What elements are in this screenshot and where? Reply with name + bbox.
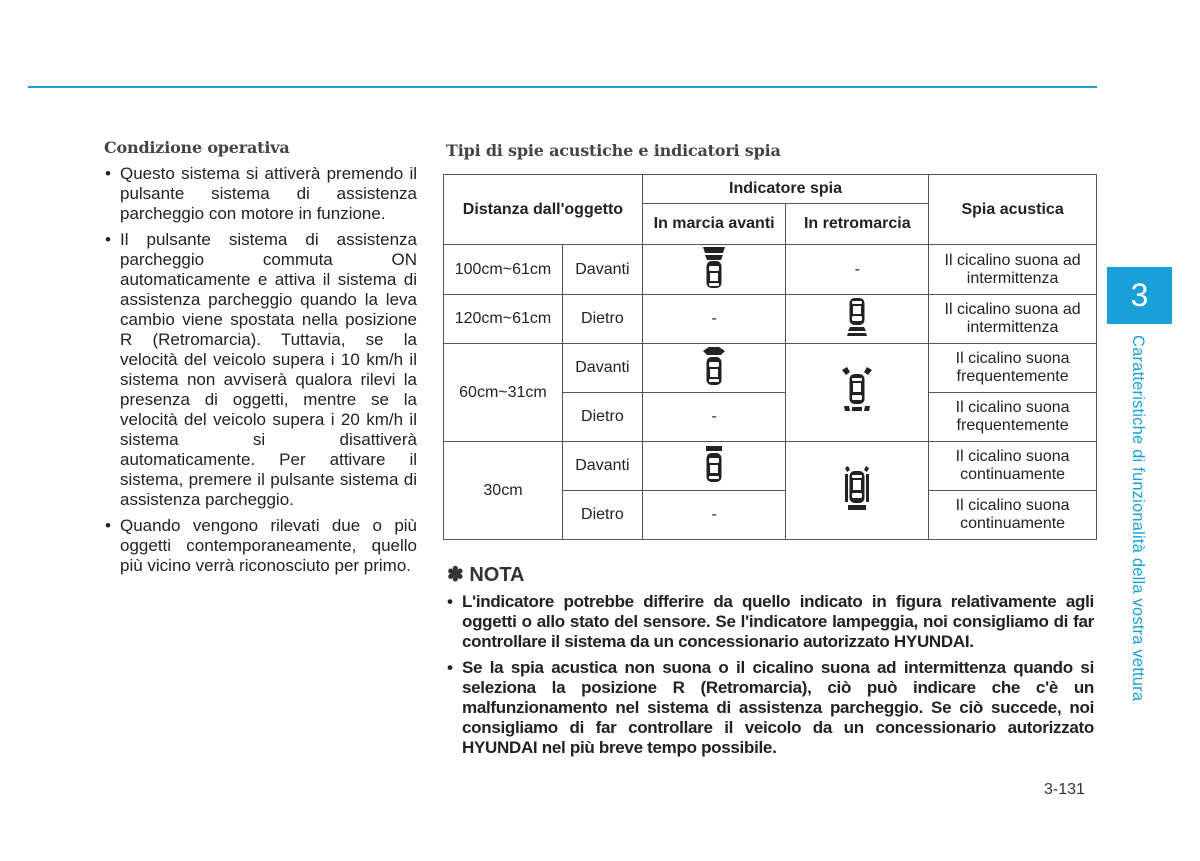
- forward-cell: -: [642, 393, 786, 442]
- header-indicator: Indicatore spia: [642, 175, 928, 204]
- chapter-title-vertical: [1128, 335, 1150, 715]
- forward-cell: [642, 245, 786, 295]
- warning-table: [443, 174, 1097, 540]
- header-reverse: In retromarcia: [786, 204, 929, 245]
- forward-cell: -: [642, 491, 786, 540]
- chapter-tab: 3: [1107, 267, 1172, 324]
- side-cell: Dietro: [562, 491, 642, 540]
- table-row: [444, 295, 1097, 344]
- reverse-cell: [786, 295, 929, 344]
- bullet-list: [104, 164, 417, 576]
- reverse-cell: [786, 344, 929, 442]
- car-front-close-icon: [702, 445, 726, 488]
- note-list: [446, 592, 1094, 764]
- sound-cell: Il cicalino suona ad intermittenza: [929, 245, 1097, 295]
- sound-cell: Il cicalino suona frequentemente: [929, 393, 1097, 442]
- forward-cell: -: [642, 295, 786, 344]
- chapter-title: Caratteristiche di funzionalità della vostra vettura: [1129, 335, 1147, 702]
- bullet-item: • Il pulsante sistema di assistenza parcheggio commuta ON automaticamente e attiva il sistema di assistenza parcheggio quando la leva cambio viene spostata nella posizione R (Retromarcia). Tuttavia, se la velocità del veicolo supera i 10 km/h il sistema non avviserà qualora rilevi la presenza di oggetti, mentre se la velocità del veicolo supera i 20 km/h il sistema si disattiverà automaticamente. Per attivare il sistema, premere il pulsante sistema di assistenza parcheggio.: [104, 230, 417, 510]
- table-row: [444, 245, 1097, 295]
- header-rule: [28, 86, 1097, 88]
- side-cell: Dietro: [562, 295, 642, 344]
- car-rear-sensor-icon: [845, 297, 869, 342]
- bullet-item: • Questo sistema si attiverà premendo il pulsante sistema di assistenza parcheggio con motore in funzione.: [104, 164, 417, 224]
- header-forward: In marcia avanti: [642, 204, 786, 245]
- table-row: [444, 442, 1097, 491]
- distance-cell: 60cm~31cm: [444, 344, 563, 442]
- table-row: [444, 344, 1097, 393]
- note-item: • L'indicatore potrebbe differire da quello indicato in figura relativamente agli oggetti o allo stato del sensore. Se l'indicatore lampeggia, noi consigliamo di far controllare il sistema da un concessionario autorizzato HYUNDAI.: [446, 592, 1094, 652]
- forward-cell: [642, 442, 786, 491]
- side-cell: Davanti: [562, 442, 642, 491]
- operating-condition-section: [104, 138, 417, 582]
- header-sound: Spia acustica: [929, 175, 1097, 245]
- distance-cell: 120cm~61cm: [444, 295, 563, 344]
- page-number: 3-131: [1044, 781, 1085, 798]
- reverse-cell: [786, 442, 929, 540]
- car-front-near-icon: [701, 346, 727, 391]
- header-distance: Distanza dall'oggetto: [444, 175, 643, 245]
- car-all-sides-near-icon: [840, 366, 874, 419]
- side-cell: Davanti: [562, 344, 642, 393]
- distance-cell: 100cm~61cm: [444, 245, 563, 295]
- sound-cell: Il cicalino suona frequentemente: [929, 344, 1097, 393]
- section-heading: Condizione operativa: [104, 138, 290, 157]
- sound-cell: Il cicalino suona ad intermittenza: [929, 295, 1097, 344]
- car-front-sensor-icon: [702, 245, 726, 294]
- forward-cell: [642, 344, 786, 393]
- reverse-cell: -: [786, 245, 929, 295]
- sound-cell: Il cicalino suona continuamente: [929, 442, 1097, 491]
- side-cell: Dietro: [562, 393, 642, 442]
- note-item: • Se la spia acustica non suona o il cicalino suona ad intermittenza quando si seleziona la posizione R (Retromarcia), ciò può indicare che c'è un malfunzionamento nel sistema di assistenza parcheggio. Se ciò succede, noi consigliamo di far controllare il veicolo da un concessionario autorizzato HYUNDAI nel più breve tempo possibile.: [446, 658, 1094, 758]
- sound-cell: Il cicalino suona continuamente: [929, 491, 1097, 540]
- table-title: Tipi di spie acustiche e indicatori spia: [446, 141, 781, 160]
- distance-cell: 30cm: [444, 442, 563, 540]
- bullet-item: • Quando vengono rilevati due o più oggetti contemporaneamente, quello più vicino verrà riconosciuto per primo.: [104, 516, 417, 576]
- car-all-sides-close-icon: [842, 465, 872, 516]
- note-title: ✽ NOTA: [447, 564, 525, 586]
- side-cell: Davanti: [562, 245, 642, 295]
